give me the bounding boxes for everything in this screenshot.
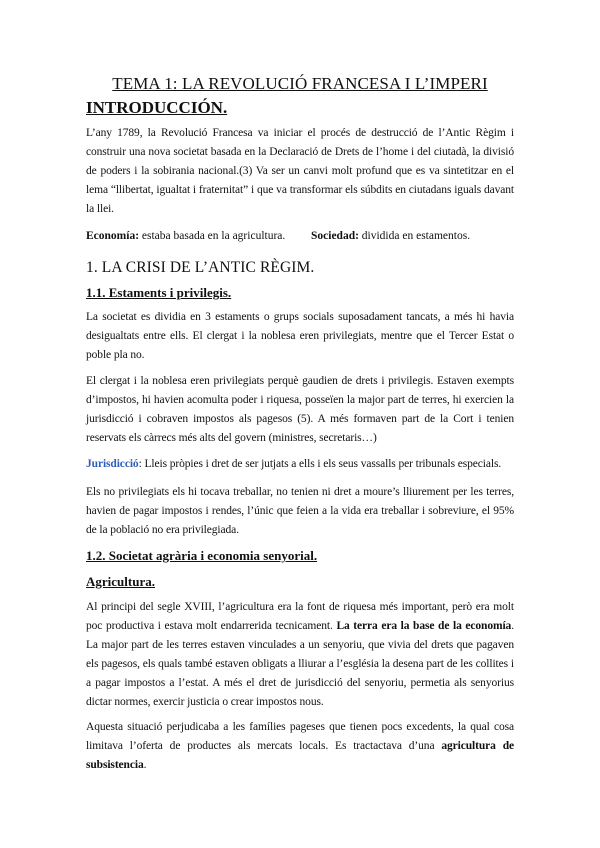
economy-line — [86, 230, 285, 242]
no-privilegiats-paragraph: Els no privilegiats els hi tocava treballar, no tenien ni dret a moure’s lliurement per les terres, havien de pagar impostos i rendes, l’únic que feien a la vida era treballar i sobreviure, el 95% de la població no era privilegiada. — [86, 486, 514, 536]
agri-para1-start: Al principi del segle XVIII, l’agricultura era la font de riquesa més important, però era molt poc productiva i estava molt endarrerida tecnicament. — [86, 601, 514, 632]
jurisdiccio-label: Jurisdicció — [86, 458, 139, 470]
estaments-paragraph: La societat es dividia en 3 estaments o grups socials suposadament tancats, a més hi havia desigualtats entre ells. El clergat i la noblesa eren privilegiats, mentre que el Tercer Estat o poble pla no. — [86, 311, 514, 361]
society-text: dividida en estamentos. — [358, 230, 471, 242]
society-line — [311, 230, 470, 242]
jurisdiccio-text: : Lleis pròpies i dret de ser jutjats a ells i els seus vassalls per tribunals especials. — [138, 458, 502, 470]
economy-text: estaba basada en la agricultura. — [139, 230, 286, 242]
intro-heading: INTRODUCCIÓN. — [86, 98, 228, 117]
society-label: Sociedad: — [311, 230, 359, 242]
agri-para2-end: . — [143, 759, 147, 771]
jurisdiccio-paragraph — [86, 455, 514, 474]
section-1-2-heading: 1.2. Societat agrària i economia senyorial. — [86, 548, 318, 563]
economy-label: Economía: — [86, 230, 140, 242]
section-1-heading: 1. LA CRISI DE L’ANTIC RÈGIM. — [86, 259, 315, 276]
agricultura-paragraph-2 — [86, 718, 514, 775]
clergat-paragraph: El clergat i la noblesa eren privilegiats perquè gaudien de drets i privilegis. Estaven exempts d’impostos, hi havien acomulta poder i riquesa, posseïen la major part de terres, hi exercien la jurisdicció i cobraven impostos als pagesos (5). A més formaven part de la Cort i tenien reservats els càrrecs més alts del govern (ministres, secretaris…) — [86, 375, 514, 444]
agricultura-heading: Agricultura. — [86, 574, 155, 589]
economy-society-row — [86, 230, 514, 242]
agri-para1-end: . La major part de les terres estaven vinculades a un senyoriu, que vivia del drets que pagaven els pagesos, els quals també estaven obligats a lliurar a l’església la desena part de les collites i a pagar impostos a l’estat. A més el dret de jurisdicció del senyoriu, permetia als senyorius dictar normes, exercir justicia o crear impostos nous. — [86, 620, 514, 708]
agri-para2-bold: agricultura de subsistencia — [86, 740, 514, 771]
intro-paragraph: L’any 1789, la Revolució Francesa va iniciar el procés de destrucció de l’Antic Règim i construir una nova societat basada en la Declaració de Drets de l’home i del ciutadà, la divisió de poders i la sobirania nacional.(3) Va ser un canvi molt profund que es va sintetitzar en el lema “llibertat, igualtat i fraternitat” i que va transformar els súbdits en ciutadans iguals davant la llei. — [86, 127, 514, 215]
agri-para1-bold: La terra era la base de la economía — [336, 620, 512, 632]
section-1-1-heading: 1.1. Estaments i privilegis. — [86, 285, 232, 300]
page-title: TEMA 1: LA REVOLUCIÓ FRANCESA I L’IMPERI — [112, 74, 488, 93]
agricultura-paragraph-1 — [86, 598, 514, 712]
agri-para2-start: Aquesta situació perjudicaba a les famílies pageses que tienen pocs excedents, la qual cosa limitava l’oferta de productes als mercats locals. Es tractactava d’una — [86, 721, 514, 752]
